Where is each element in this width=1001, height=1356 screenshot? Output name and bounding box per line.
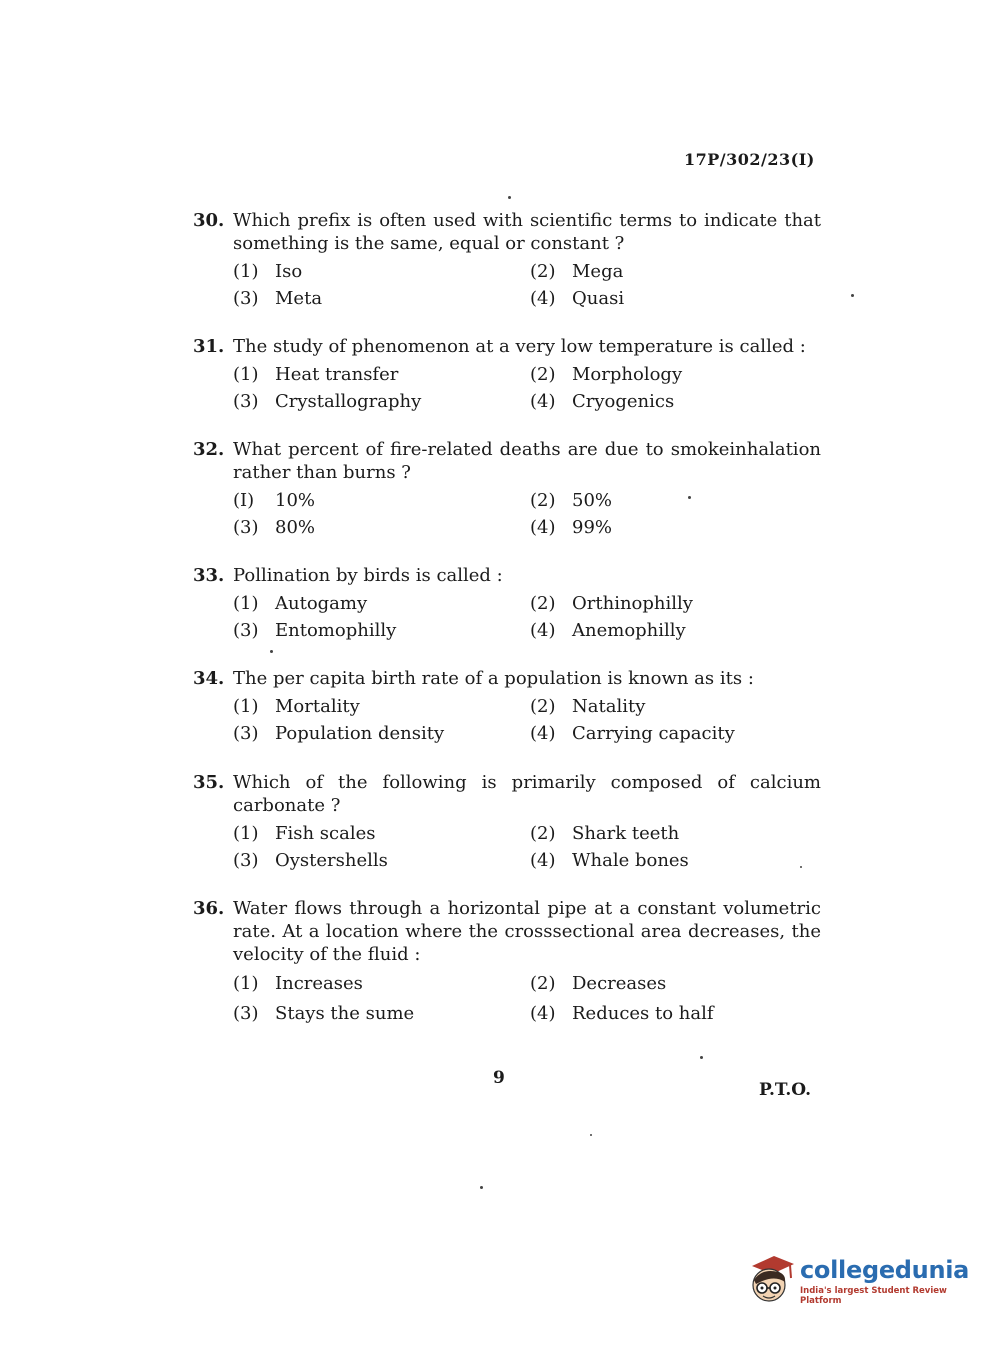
option-3: (3) Crystallography — [233, 391, 422, 412]
scan-speck — [590, 1134, 592, 1136]
option-2: (2) 50% — [530, 490, 613, 511]
question-number: 36. — [193, 898, 225, 919]
option-3: (3) 80% — [233, 517, 316, 538]
option-2: (2) Orthinophilly — [530, 593, 693, 614]
question-number: 35. — [193, 772, 225, 793]
collegedunia-logo — [744, 1250, 969, 1312]
mascot-icon — [744, 1252, 796, 1310]
option-2: (2) Decreases — [530, 973, 667, 994]
option-1: (1) Fish scales — [233, 823, 376, 844]
scan-speck — [508, 196, 511, 199]
question-35 — [193, 771, 821, 874]
logo-tagline: India's largest Student Review Platform — [800, 1286, 947, 1306]
option-4: (4) Reduces to half — [530, 1003, 714, 1024]
option-1: (1) Increases — [233, 973, 363, 994]
options — [233, 487, 821, 541]
options — [233, 258, 821, 312]
scan-speck — [480, 1186, 483, 1189]
options — [233, 361, 821, 415]
question-text: Water flows through a horizontal pipe at a constant volumetric rate. At a location where the crosssectional area decreases, the velocity of the fluid : — [233, 898, 821, 965]
scan-speck — [700, 1056, 703, 1059]
question-33 — [193, 564, 821, 644]
question-31 — [193, 335, 821, 415]
question-text: Pollination by birds is called : — [233, 565, 503, 586]
options — [233, 590, 821, 644]
question-number: 30. — [193, 210, 225, 231]
option-4: (4) Cryogenics — [530, 391, 675, 412]
question-number: 31. — [193, 336, 225, 357]
option-2: (2) Morphology — [530, 364, 683, 385]
question-number: 34. — [193, 668, 225, 689]
option-2: (2) Mega — [530, 261, 624, 282]
question-36 — [193, 897, 821, 1029]
question-number: 32. — [193, 439, 225, 460]
paper-code: 17P/302/23(I) — [684, 150, 815, 169]
page-number: 9 — [493, 1068, 505, 1088]
option-3: (3) Meta — [233, 288, 323, 309]
options — [233, 820, 821, 874]
scan-speck — [800, 866, 802, 868]
scan-speck — [851, 294, 854, 297]
option-4: (4) Anemophilly — [530, 620, 686, 641]
option-2: (2) Shark teeth — [530, 823, 680, 844]
question-text: The study of phenomenon at a very low temperature is called : — [233, 336, 806, 357]
question-30 — [193, 209, 821, 312]
question-text: Which prefix is often used with scientific terms to indicate that something is the same, equal or constant ? — [233, 210, 821, 254]
question-text: What percent of fire-related deaths are due to smokeinhalation rather than burns ? — [233, 439, 821, 483]
option-4: (4) Whale bones — [530, 850, 689, 871]
option-4: (4) Carrying capacity — [530, 723, 735, 744]
option-3: (3) Entomophilly — [233, 620, 397, 641]
scan-speck — [270, 650, 273, 653]
option-2: (2) Natality — [530, 696, 646, 717]
question-32 — [193, 438, 821, 541]
option-3: (3) Stays the sume — [233, 1003, 415, 1024]
question-number: 33. — [193, 565, 225, 586]
option-3: (3) Oystershells — [233, 850, 388, 871]
options — [233, 693, 821, 747]
option-1: (1) Iso — [233, 261, 303, 282]
scan-speck — [688, 496, 691, 499]
pto-label: P.T.O. — [759, 1080, 811, 1100]
option-1: (I) 10% — [233, 490, 316, 511]
logo-name: collegedunia — [800, 1256, 970, 1284]
option-1: (1) Heat transfer — [233, 364, 399, 385]
question-34 — [193, 667, 821, 747]
options — [233, 969, 821, 1029]
question-text: The per capita birth rate of a population is known as its : — [233, 668, 754, 689]
option-1: (1) Autogamy — [233, 593, 368, 614]
option-1: (1) Mortality — [233, 696, 360, 717]
logo-text — [800, 1256, 969, 1306]
option-4: (4) 99% — [530, 517, 613, 538]
option-3: (3) Population density — [233, 723, 445, 744]
option-4: (4) Quasi — [530, 288, 625, 309]
question-text: Which of the following is primarily composed of calcium carbonate ? — [233, 772, 821, 816]
